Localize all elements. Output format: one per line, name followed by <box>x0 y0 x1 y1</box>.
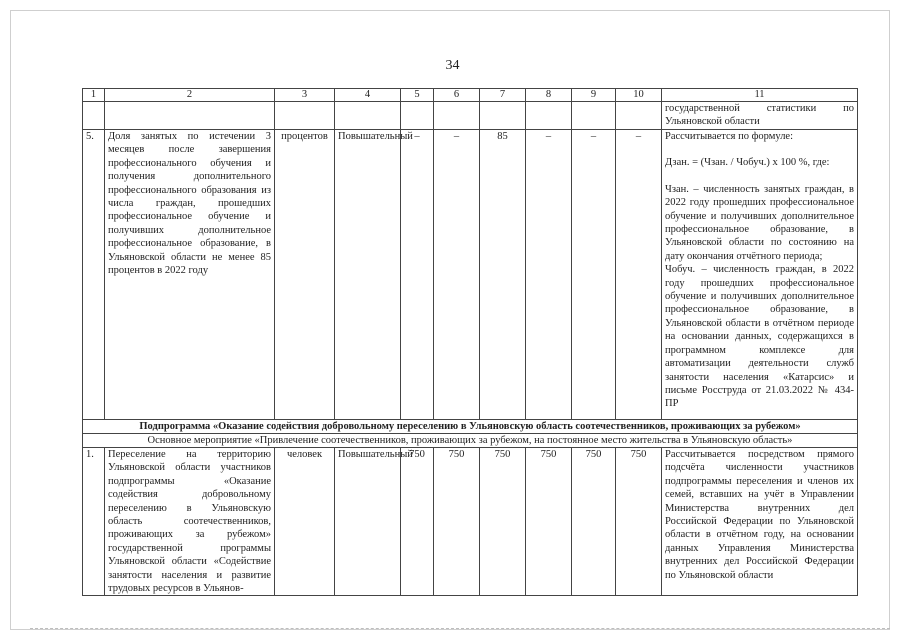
main-event-title: Основное мероприятие «Привлечение соотечественников, проживающих за рубежом, на постоянное место жительства в Ульяновскую область» <box>83 434 858 448</box>
table-row <box>83 102 858 130</box>
method-cell <box>662 130 858 420</box>
value-cell: 750 <box>480 448 526 596</box>
header-cell: 8 <box>526 89 572 102</box>
unit-cell: процентов <box>275 130 335 420</box>
header-cell: 11 <box>662 89 858 102</box>
subprogram-row <box>83 420 858 434</box>
value-cell: – <box>616 130 662 420</box>
method-paragraph: Рассчитывается по формуле: <box>665 131 794 142</box>
value-cell: 750 <box>616 448 662 596</box>
type-cell: Повышательный <box>335 130 401 420</box>
value-cell: 750 <box>434 448 480 596</box>
table-row <box>83 448 858 596</box>
row-number: 5. <box>83 130 105 420</box>
page-number: 34 <box>445 58 460 73</box>
scan-artifact-line <box>30 628 890 630</box>
subprogram-title: Подпрограмма «Оказание содействия добровольному переселению в Ульяновскую область соотечественников, проживающих за рубежом» <box>83 420 858 434</box>
method-cell: Рассчитывается посредством прямого подсчёта численности участников подпрограммы переселения и членов их семей, вставших на учёт в Управлении Министерства внутренних дел Российской Федерации по Ульяновской области в отчётном году, на основании данных Управления Министерства внутренних дел Российской Федерации по Ульяновской области <box>662 448 858 596</box>
table-row <box>83 130 858 420</box>
value-cell: – <box>572 130 616 420</box>
indicator-name: Доля занятых по истечении 3 месяцев после завершения профессионального обучения и получения дополнительного профессионального образования из числа граждан, прошедших профессиональное обучение и получивших дополнительное профессиональное образование, в Ульяновской области не менее 85 процентов в 2022 году <box>105 130 275 420</box>
value-cell: 750 <box>526 448 572 596</box>
value-cell: – <box>401 130 434 420</box>
header-cell: 2 <box>105 89 275 102</box>
method-formula: Дзан. = (Чзан. / Чобуч.) х 100 %, где: <box>665 157 830 169</box>
indicator-name: Переселение на территорию Ульяновской области участников подпрограммы «Оказание содействия добровольному переселению в Ульяновскую область соотечественников, проживающих за рубежом» государственной программы Ульяновской области «Содействие занятости населения и развитие трудовых ресурсов в Ульянов- <box>105 448 275 596</box>
value-cell: 750 <box>572 448 616 596</box>
header-cell: 7 <box>480 89 526 102</box>
method-paragraph: Чзан. – численность занятых граждан, в 2022 году прошедших профессиональное обучение и получивших дополнительное профессиональное образование, в Ульяновской области по состоянию на дату окончания отчётного периода; <box>665 183 854 262</box>
header-cell: 9 <box>572 89 616 102</box>
continuation-method-cell: государственной статистики по Ульяновской области <box>662 102 858 130</box>
main-event-row <box>83 434 858 448</box>
header-cell: 10 <box>616 89 662 102</box>
table-header-row <box>83 89 858 102</box>
value-cell: – <box>434 130 480 420</box>
header-cell: 4 <box>335 89 401 102</box>
unit-cell: человек <box>275 448 335 596</box>
method-paragraph: Чобуч. – численность граждан, в 2022 году прошедших профессиональное обучение и получивших дополнительное профессиональное образование, в Ульяновской области в отчётном периоде на основании данных, содержащихся в программном комплексе для автоматизации деятельности служб занятости населения «Катарсис» и письме Росструда от 21.03.2022 № 434-ПР <box>665 264 854 410</box>
type-cell: Повышательный <box>335 448 401 596</box>
value-cell: 750 <box>401 448 434 596</box>
header-cell: 1 <box>83 89 105 102</box>
header-cell: 5 <box>401 89 434 102</box>
row-number: 1. <box>83 448 105 596</box>
value-cell: – <box>526 130 572 420</box>
header-cell: 6 <box>434 89 480 102</box>
indicators-table <box>82 88 858 596</box>
value-cell: 85 <box>480 130 526 420</box>
header-cell: 3 <box>275 89 335 102</box>
